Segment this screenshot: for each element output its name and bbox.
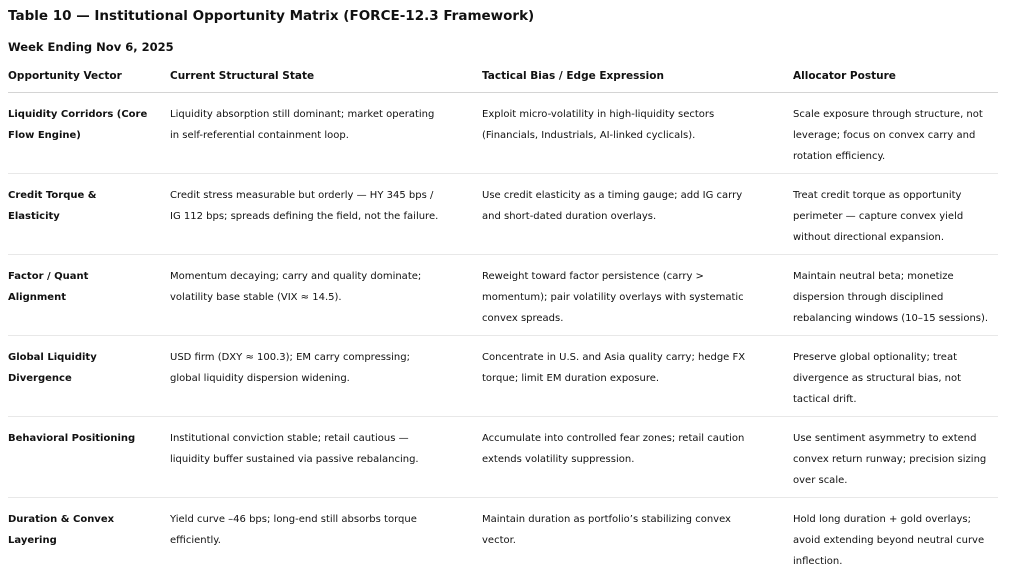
cell-text-line: and short-dated duration overlays. [482,211,657,222]
allocator-posture-cell [793,428,1005,491]
table-header-row [8,64,998,93]
cell-text-line: Elasticity [8,211,60,222]
cell-text-line: leverage; focus on convex carry and [793,130,976,141]
cell-text-line: extends volatility suppression. [482,454,635,465]
cell-text-line: global liquidity dispersion widening. [170,373,350,384]
cell-text-line: Duration & Convex [8,514,115,525]
table-row [8,174,998,255]
opportunity-vector-cell [8,509,158,551]
cell-text-line: tactical drift. [793,394,857,405]
cell-text-line: Liquidity Corridors (Core [8,109,148,120]
cell-text-line: liquidity buffer sustained via passive rebalancing. [170,454,419,465]
opportunity-vector-cell [8,347,158,389]
cell-text-line: Exploit micro-volatility in high-liquidity sectors [482,109,715,120]
allocator-posture-cell [793,266,1005,329]
cell-text-line: Concentrate in U.S. and Asia quality carry; hedge FX [482,352,746,363]
cell-text-line: perimeter — capture convex yield [793,211,964,222]
structural-state-cell [170,347,470,389]
allocator-posture-cell [793,347,1005,410]
table-body [8,93,998,578]
cell-text-line: Yield curve –46 bps; long-end still absorbs torque [170,514,417,525]
column-header-opportunity-vector: Opportunity Vector [8,70,122,82]
cell-text-line: rotation efficiency. [793,151,886,162]
structural-state-cell [170,185,470,227]
cell-text-line: avoid extending beyond neutral curve [793,535,985,546]
cell-text-line: efficiently. [170,535,221,546]
tactical-bias-cell [482,428,782,470]
structural-state-cell [170,266,470,308]
cell-text-line: USD firm (DXY ≈ 100.3); EM carry compressing; [170,352,410,363]
cell-text-line: torque; limit EM duration exposure. [482,373,660,384]
cell-text-line: Credit stress measurable but orderly — HY 345 bps / [170,190,434,201]
cell-text-line: Momentum decaying; carry and quality dominate; [170,271,422,282]
cell-text-line: Maintain neutral beta; monetize [793,271,954,282]
column-header-allocator-posture: Allocator Posture [793,70,896,82]
cell-text-line: vector. [482,535,516,546]
cell-text-line: Layering [8,535,57,546]
cell-text-line: volatility base stable (VIX ≈ 14.5). [170,292,342,303]
table-row [8,93,998,174]
tactical-bias-cell [482,347,782,389]
opportunity-vector-cell [8,428,158,449]
opportunity-vector-cell [8,185,158,227]
column-header-tactical-bias: Tactical Bias / Edge Expression [482,70,664,82]
cell-text-line: Global Liquidity [8,352,97,363]
cell-text-line: Treat credit torque as opportunity [793,190,962,201]
cell-text-line: Divergence [8,373,72,384]
cell-text-line: rebalancing windows (10–15 sessions). [793,313,989,324]
cell-text-line: convex return runway; precision sizing [793,454,987,465]
structural-state-cell [170,428,470,470]
cell-text-line: momentum); pair volatility overlays with systematic [482,292,744,303]
cell-text-line: dispersion through disciplined [793,292,944,303]
allocator-posture-cell [793,185,1005,248]
column-header-current-structural-state: Current Structural State [170,70,315,82]
tactical-bias-cell [482,185,782,227]
cell-text-line: Liquidity absorption still dominant; market operating [170,109,435,120]
cell-text-line: Preserve global optionality; treat [793,352,958,363]
cell-text-line: divergence as structural bias, not [793,373,962,384]
allocator-posture-cell [793,509,1005,572]
cell-text-line: Accumulate into controlled fear zones; retail caution [482,433,745,444]
opportunity-vector-cell [8,266,158,308]
cell-text-line: convex spreads. [482,313,564,324]
cell-text-line: Use credit elasticity as a timing gauge; add IG carry [482,190,743,201]
structural-state-cell [170,104,470,146]
cell-text-line: Hold long duration + gold overlays; [793,514,971,525]
table-row [8,336,998,417]
cell-text-line: Flow Engine) [8,130,81,141]
opportunity-vector-cell [8,104,158,146]
cell-text-line: IG 112 bps; spreads defining the field, not the failure. [170,211,439,222]
cell-text-line: Factor / Quant [8,271,89,282]
cell-text-line: without directional expansion. [793,232,945,243]
cell-text-line: Behavioral Positioning [8,433,136,444]
structural-state-cell [170,509,470,551]
cell-text-line: inflection. [793,556,843,567]
cell-text-line: (Financials, Industrials, AI-linked cyclicals). [482,130,696,141]
table-row [8,417,998,498]
table-subtitle: Week Ending Nov 6, 2025 [8,40,174,54]
cell-text-line: Credit Torque & [8,190,97,201]
cell-text-line: Maintain duration as portfolio’s stabilizing convex [482,514,731,525]
cell-text-line: Scale exposure through structure, not [793,109,983,120]
table-row [8,255,998,336]
table-title: Table 10 — Institutional Opportunity Matrix (FORCE-12.3 Framework) [8,8,535,24]
table-row [8,498,998,578]
cell-text-line: over scale. [793,475,848,486]
tactical-bias-cell [482,104,782,146]
opportunity-matrix-table [8,64,998,578]
cell-text-line: in self-referential containment loop. [170,130,349,141]
cell-text-line: Alignment [8,292,66,303]
tactical-bias-cell [482,266,782,329]
tactical-bias-cell [482,509,782,551]
cell-text-line: Institutional conviction stable; retail cautious — [170,433,409,444]
cell-text-line: Reweight toward factor persistence (carry > [482,271,704,282]
allocator-posture-cell [793,104,1005,167]
cell-text-line: Use sentiment asymmetry to extend [793,433,977,444]
